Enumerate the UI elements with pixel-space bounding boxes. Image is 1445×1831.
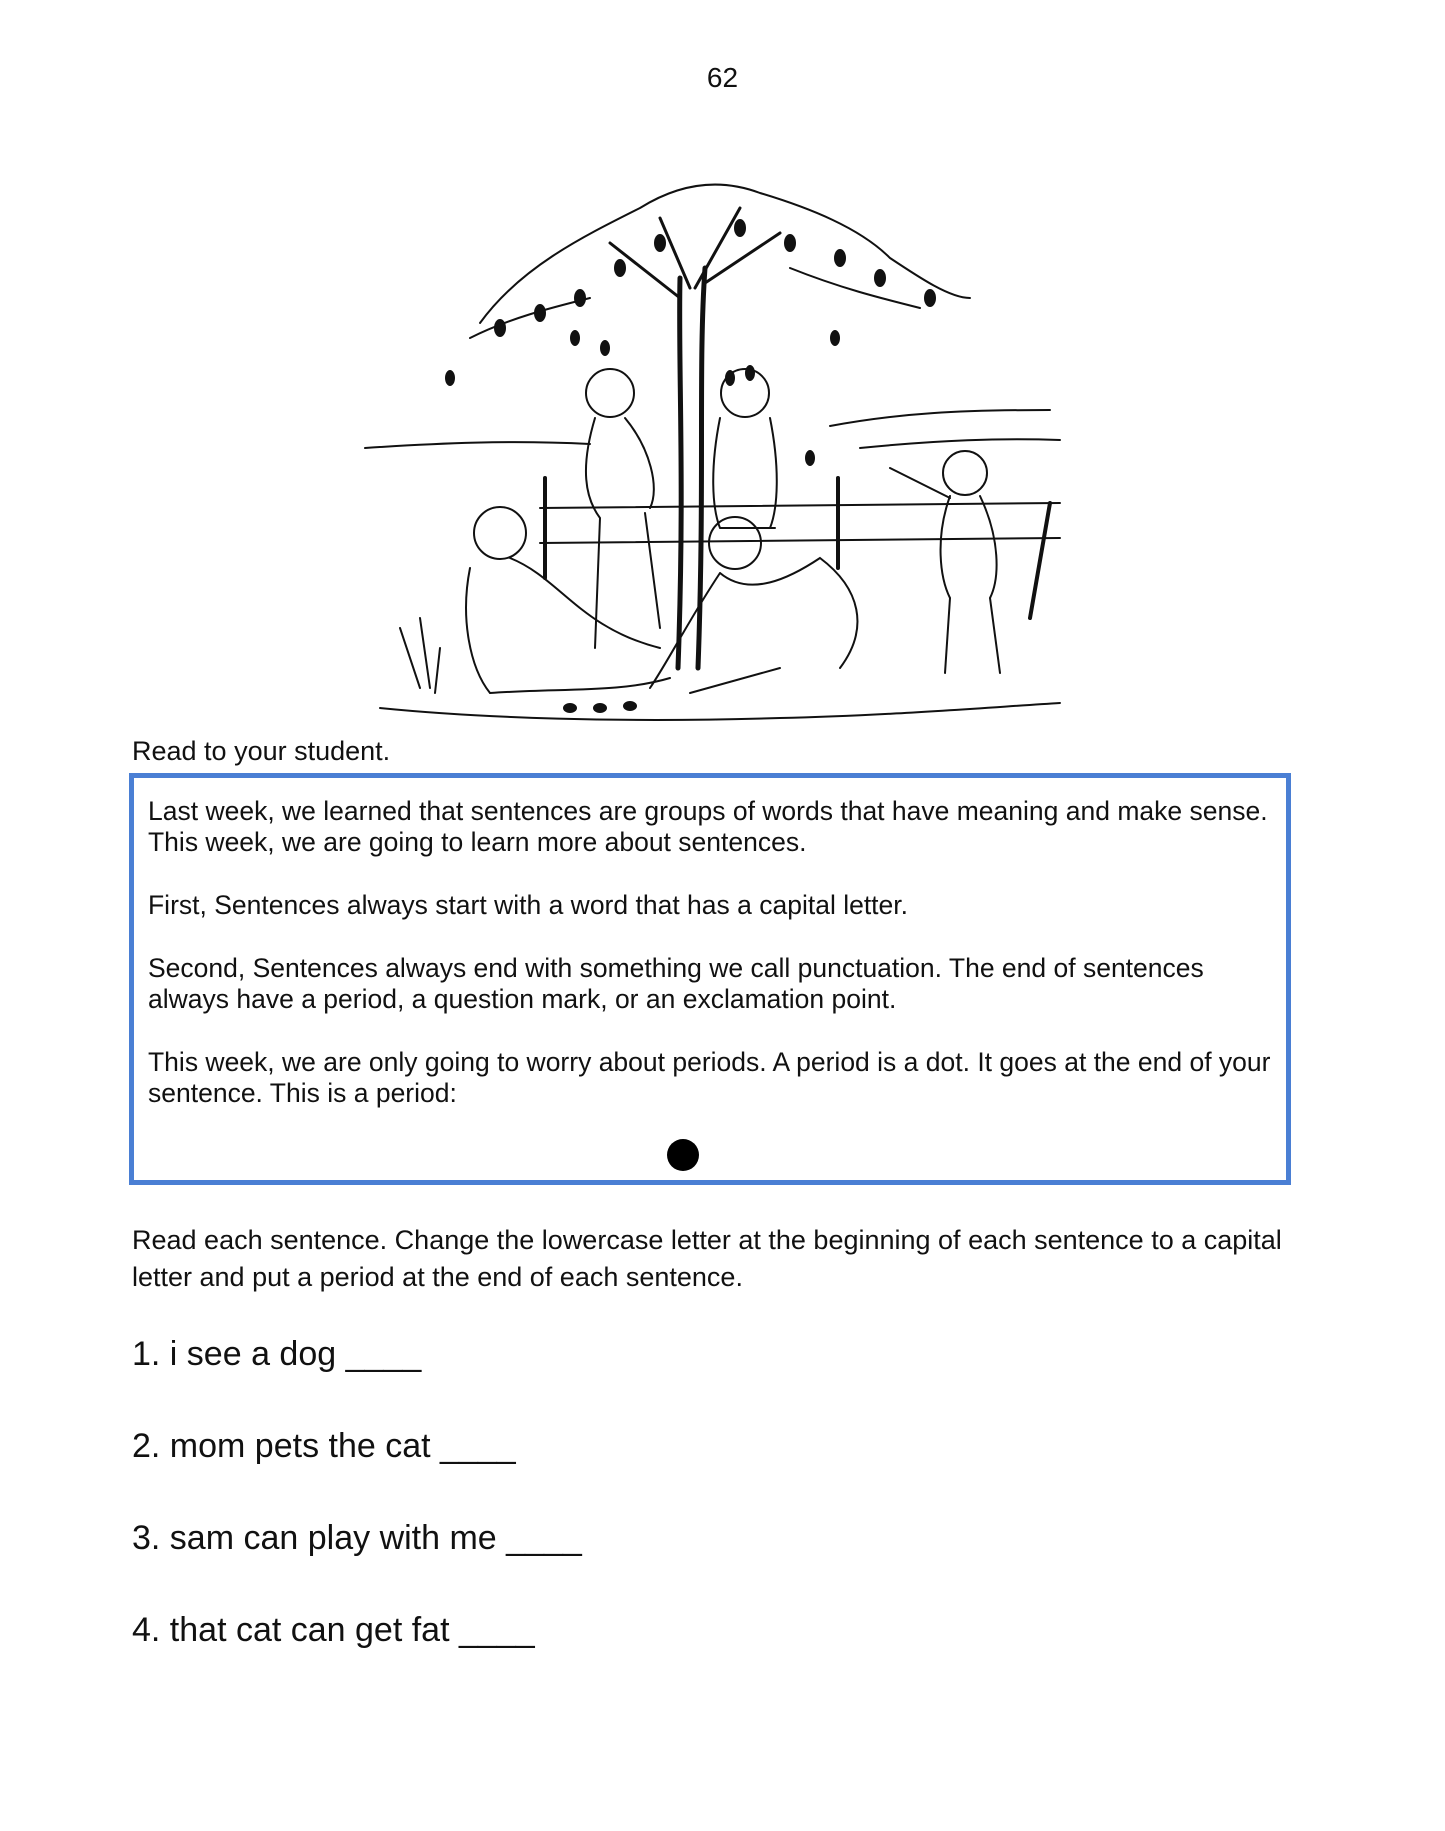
exercise-sentence: 2. mom pets the cat bbox=[132, 1427, 431, 1465]
exercise-item-2 bbox=[132, 1427, 516, 1466]
exercise-item-4 bbox=[132, 1611, 535, 1650]
lesson-paragraph-2: First, Sentences always start with a word that has a capital letter. bbox=[148, 890, 909, 920]
exercise-sentence: 4. that cat can get fat bbox=[132, 1611, 450, 1649]
period-dot-example bbox=[667, 1139, 699, 1171]
exercise-instructions: Read each sentence. Change the lowercase letter at the beginning of each sentence to a capital letter and put a period at the end of each sentence. bbox=[132, 1225, 1282, 1292]
answer-blank[interactable]: ____ bbox=[459, 1611, 535, 1649]
answer-blank[interactable]: ____ bbox=[345, 1335, 422, 1373]
page-number: 62 bbox=[706, 62, 739, 93]
exercise-item-1 bbox=[132, 1335, 421, 1374]
lesson-info-box bbox=[129, 773, 1291, 1185]
exercise-sentence: 3. sam can play with me bbox=[132, 1519, 497, 1557]
children-tree-illustration bbox=[360, 148, 1075, 733]
lesson-paragraph-1: Last week, we learned that sentences are groups of words that have meaning and make sense. This week, we are going to learn more about sentences. bbox=[148, 796, 1268, 857]
lesson-paragraph-4: This week, we are only going to worry about periods. A period is a dot. It goes at the end of your sentence. This is a period: bbox=[148, 1047, 1271, 1108]
exercise-sentence: 1. i see a dog bbox=[132, 1335, 337, 1373]
read-to-student-label: Read to your student. bbox=[132, 736, 391, 766]
exercise-item-3 bbox=[132, 1519, 582, 1558]
answer-blank[interactable]: ____ bbox=[506, 1519, 582, 1557]
lesson-paragraph-3: Second, Sentences always end with something we call punctuation. The end of sentences always have a period, a question mark, or an exclamation point. bbox=[148, 953, 1204, 1014]
answer-blank[interactable]: ____ bbox=[440, 1427, 516, 1465]
